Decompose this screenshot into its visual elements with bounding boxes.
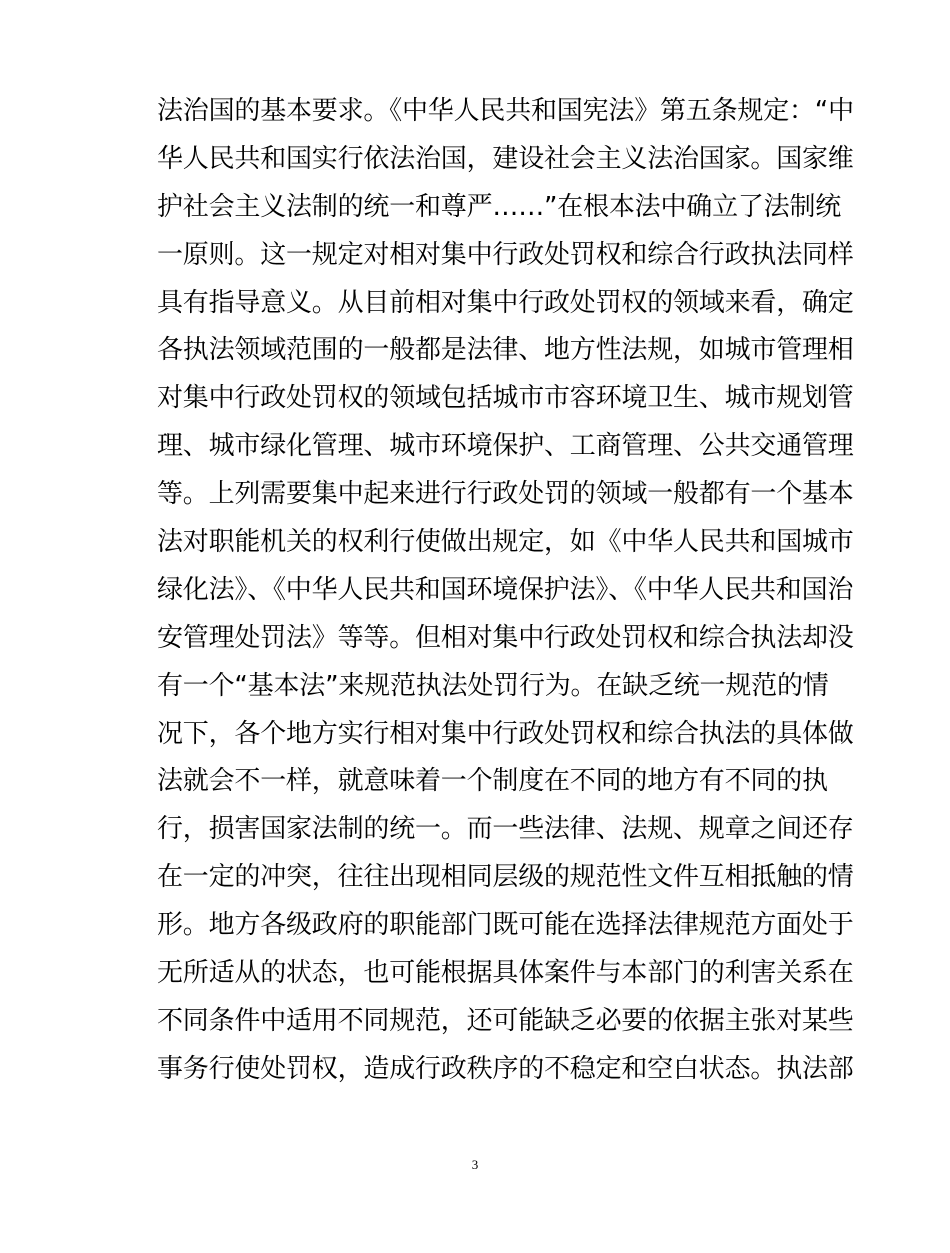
text-line: 法就会不一样，就意味着一个制度在不同的地方有不同的执	[157, 766, 828, 797]
body-paragraph	[157, 88, 854, 1094]
text-line: 护社会主义法制的统一和尊严……”在根本法中确立了法制统	[157, 191, 842, 222]
text-line: 不同条件中适用不同规范，还可能缺乏必要的依据主张对某些	[157, 1005, 854, 1036]
text-line: 对集中行政处罚权的领域包括城市市容环境卫生、城市规划管	[157, 383, 854, 414]
text-line: 等。上列需要集中起来进行行政处罚的领域一般都有一个基本	[157, 479, 854, 510]
text-line: 一原则。这一规定对相对集中行政处罚权和综合行政执法同样	[157, 239, 854, 270]
text-line: 各执法领域范围的一般都是法律、地方性法规，如城市管理相	[157, 335, 854, 366]
text-line: 有一个“基本法”来规范执法处罚行为。在缺乏统一规范的情	[157, 670, 829, 701]
text-line: 具有指导意义。从目前相对集中行政处罚权的领域来看，确定	[157, 287, 854, 318]
text-line: 绿化法》、《中华人民共和国环境保护法》、《中华人民共和国治	[157, 574, 854, 605]
text-line: 况下，各个地方实行相对集中行政处罚权和综合执法的具体做	[157, 718, 854, 749]
text-line: 无所适从的状态，也可能根据具体案件与本部门的利害关系在	[157, 958, 854, 989]
text-line: 法治国的基本要求。《中华人民共和国宪法》第五条规定：“中	[157, 96, 854, 126]
text-line: 行，损害国家法制的统一。而一些法律、法规、规章之间还存	[157, 814, 854, 845]
text-line: 法对职能机关的权利行使做出规定，如《中华人民共和国城市	[157, 527, 854, 558]
text-line: 理、城市绿化管理、城市环境保护、工商管理、公共交通管理	[157, 431, 854, 462]
text-line: 形。地方各级政府的职能部门既可能在选择法律规范方面处于	[157, 910, 854, 941]
text-line: 事务行使处罚权，造成行政秩序的不稳定和空白状态。执法部	[157, 1053, 854, 1084]
text-line: 安管理处罚法》等等。但相对集中行政处罚权和综合执法却没	[157, 622, 854, 653]
page-number: 3	[471, 1157, 479, 1172]
text-line: 在一定的冲突，往往出现相同层级的规范性文件互相抵触的情	[157, 862, 854, 893]
text-line: 华人民共和国实行依法治国，建设社会主义法治国家。国家维	[157, 143, 854, 174]
